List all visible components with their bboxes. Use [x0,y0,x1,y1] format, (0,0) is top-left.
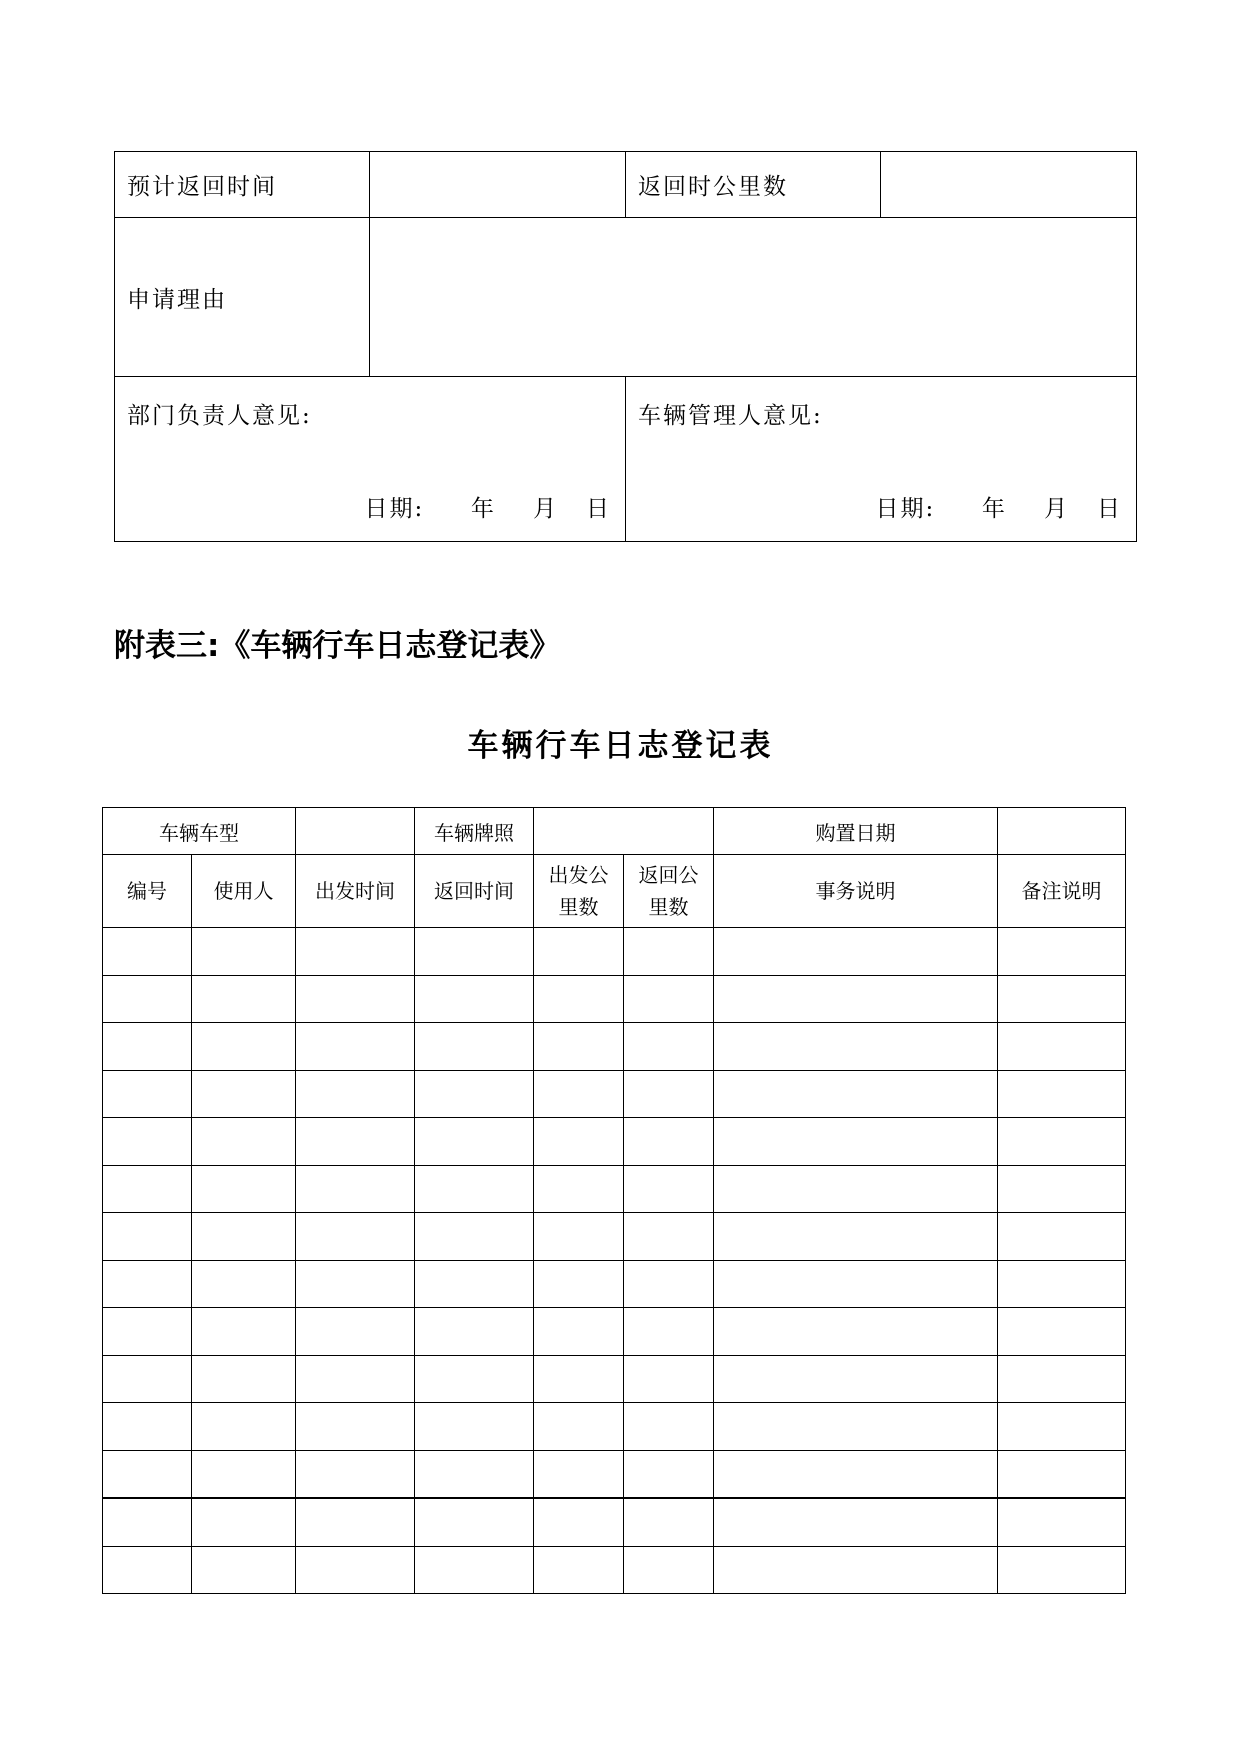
table-cell[interactable] [534,1213,624,1261]
table-cell[interactable] [296,1023,415,1071]
table-cell[interactable] [103,1213,192,1261]
table-cell[interactable] [415,1023,534,1071]
column-header [415,855,534,928]
table-cell[interactable] [534,1450,624,1498]
table-cell[interactable] [103,1260,192,1308]
column-header-line: 里数 [558,895,599,919]
table-cell[interactable] [534,1403,624,1451]
column-header-row [103,855,1126,928]
vehicle-manager-opinion-label: 车辆管理人意见: [638,403,823,429]
table-cell[interactable] [714,928,998,976]
reason-row [115,218,1137,377]
table-cell[interactable] [624,1308,714,1356]
table-cell[interactable] [415,1403,534,1451]
dept-head-date-line: 日期: 年 月 日 [364,496,611,522]
table-cell[interactable] [624,1118,714,1166]
table-cell[interactable] [998,928,1126,976]
table-cell[interactable] [415,975,534,1023]
table-cell[interactable] [192,928,296,976]
column-header [534,855,624,928]
table-cell[interactable] [296,1213,415,1261]
table-cell[interactable] [415,1498,534,1546]
table-cell[interactable] [714,1165,998,1213]
vehicle-info-row [103,808,1126,855]
table-cell[interactable] [998,1308,1126,1356]
license-plate-label: 车辆牌照 [415,808,534,855]
table-cell[interactable] [534,1546,624,1594]
table-cell[interactable] [415,1070,534,1118]
table-cell[interactable] [296,1498,415,1546]
table-cell[interactable] [534,1070,624,1118]
table-cell[interactable] [103,1546,192,1594]
table-cell[interactable] [534,1498,624,1546]
table-cell[interactable] [296,975,415,1023]
log-body [103,928,1126,1594]
table-cell[interactable] [624,975,714,1023]
table-cell[interactable] [103,1355,192,1403]
table-row [103,1213,1126,1261]
table-cell[interactable] [192,1450,296,1498]
table-cell[interactable] [998,1070,1126,1118]
license-plate-field[interactable] [534,808,714,855]
table-cell[interactable] [103,1308,192,1356]
column-header-line: 事务说明 [815,879,896,903]
table-cell[interactable] [624,1260,714,1308]
table-cell[interactable] [296,1546,415,1594]
table-cell[interactable] [624,1498,714,1546]
table-cell[interactable] [998,1118,1126,1166]
table-cell[interactable] [415,1450,534,1498]
table-row [103,928,1126,976]
table-cell[interactable] [415,1213,534,1261]
table-cell[interactable] [624,1403,714,1451]
table-cell[interactable] [192,1498,296,1546]
vehicle-manager-date-line: 日期: 年 月 日 [875,496,1122,522]
table-row [103,1450,1126,1498]
table-row [103,1308,1126,1356]
vehicle-model-label: 车辆车型 [103,808,296,855]
table-cell[interactable] [415,1308,534,1356]
column-header-line: 备注说明 [1021,879,1102,903]
table-cell[interactable] [714,1023,998,1071]
table-cell[interactable] [296,1308,415,1356]
table-cell[interactable] [296,1118,415,1166]
vehicle-model-field[interactable] [296,808,415,855]
column-header-line: 返回公 [638,863,699,887]
table-cell[interactable] [714,1546,998,1594]
dept-head-opinion-label: 部门负责人意见: [127,403,312,429]
table-cell[interactable] [998,1023,1126,1071]
table-cell[interactable] [998,1498,1126,1546]
table-cell[interactable] [998,1165,1126,1213]
return-mileage-field[interactable] [881,152,1137,218]
table-cell[interactable] [296,1403,415,1451]
table-row [103,1023,1126,1071]
table-cell[interactable] [192,1213,296,1261]
reason-field[interactable] [370,218,1137,377]
table-cell[interactable] [296,1355,415,1403]
table-cell[interactable] [714,1260,998,1308]
table-cell[interactable] [192,1546,296,1594]
table-cell[interactable] [714,1070,998,1118]
expected-return-time-label: 预计返回时间 [115,152,370,218]
table-cell[interactable] [103,1023,192,1071]
opinion-row [115,377,1137,542]
column-header-line: 使用人 [213,879,274,903]
column-header [624,855,714,928]
table-cell[interactable] [192,1023,296,1071]
table-row [103,1355,1126,1403]
table-cell[interactable] [103,1070,192,1118]
return-row [115,152,1137,218]
vehicle-application-form [114,151,1137,542]
vehicle-manager-opinion-cell[interactable] [626,377,1137,542]
table-cell[interactable] [296,928,415,976]
table-cell[interactable] [714,1403,998,1451]
table-cell[interactable] [534,1308,624,1356]
column-header-line: 出发时间 [315,879,395,903]
table-cell[interactable] [714,1450,998,1498]
table-cell[interactable] [192,1308,296,1356]
table-cell[interactable] [714,1213,998,1261]
column-header [998,855,1126,928]
column-header [103,855,192,928]
table-cell[interactable] [415,1260,534,1308]
table-row [103,1546,1126,1594]
expected-return-time-field[interactable] [370,152,626,218]
table-cell[interactable] [103,1403,192,1451]
table-row [103,1070,1126,1118]
column-header [714,855,998,928]
table-cell[interactable] [103,1118,192,1166]
table-cell[interactable] [624,1023,714,1071]
table-cell[interactable] [415,1118,534,1166]
reason-label: 申请理由 [115,218,370,377]
table-cell[interactable] [534,1118,624,1166]
table-row [103,1260,1126,1308]
table-cell[interactable] [624,1355,714,1403]
appendix-heading: 附表三:《车辆行车日志登记表》 [114,628,561,664]
table-cell[interactable] [192,1260,296,1308]
table-cell[interactable] [998,1403,1126,1451]
column-header [192,855,296,928]
table-cell[interactable] [624,1070,714,1118]
table-cell[interactable] [296,1260,415,1308]
table-cell[interactable] [192,975,296,1023]
table-cell[interactable] [103,928,192,976]
purchase-date-field[interactable] [998,808,1126,855]
column-header-line: 里数 [648,895,689,919]
purchase-date-label: 购置日期 [714,808,998,855]
table-cell[interactable] [998,975,1126,1023]
table-cell[interactable] [998,1213,1126,1261]
table-cell[interactable] [415,1355,534,1403]
column-header-line: 出发公 [548,863,609,887]
table-cell[interactable] [103,1498,192,1546]
table-row [103,1403,1126,1451]
table-cell[interactable] [624,928,714,976]
column-header-line: 返回时间 [434,879,514,903]
table-cell[interactable] [714,1498,998,1546]
table-cell[interactable] [103,1450,192,1498]
table-cell[interactable] [714,1118,998,1166]
return-mileage-label: 返回时公里数 [626,152,881,218]
table-cell[interactable] [714,1308,998,1356]
table-cell[interactable] [192,1355,296,1403]
table-cell[interactable] [192,1403,296,1451]
table-cell[interactable] [624,1546,714,1594]
column-header-line: 编号 [127,879,167,903]
dept-head-opinion-cell[interactable] [115,377,626,542]
table-cell[interactable] [415,1546,534,1594]
log-table-title: 车辆行车日志登记表 [467,728,774,764]
table-cell[interactable] [998,1355,1126,1403]
table-cell[interactable] [192,1118,296,1166]
table-cell[interactable] [192,1070,296,1118]
table-cell[interactable] [534,1355,624,1403]
table-cell[interactable] [998,1260,1126,1308]
table-cell[interactable] [296,1165,415,1213]
table-cell[interactable] [534,1260,624,1308]
table-cell[interactable] [624,1450,714,1498]
table-cell[interactable] [998,1450,1126,1498]
table-cell[interactable] [296,1450,415,1498]
table-cell[interactable] [415,1165,534,1213]
table-cell[interactable] [534,928,624,976]
table-cell[interactable] [534,1165,624,1213]
table-cell[interactable] [296,1070,415,1118]
table-cell[interactable] [534,1023,624,1071]
table-row [103,1165,1126,1213]
table-cell[interactable] [534,975,624,1023]
table-row [103,975,1126,1023]
vehicle-log-table [102,807,1126,1594]
table-cell[interactable] [998,1546,1126,1594]
table-row [103,1498,1126,1546]
table-cell[interactable] [714,975,998,1023]
column-header [296,855,415,928]
table-cell[interactable] [624,1213,714,1261]
table-cell[interactable] [192,1165,296,1213]
table-row [103,1118,1126,1166]
table-cell[interactable] [103,1165,192,1213]
table-cell[interactable] [415,928,534,976]
table-cell[interactable] [103,975,192,1023]
table-cell[interactable] [624,1165,714,1213]
table-cell[interactable] [714,1355,998,1403]
